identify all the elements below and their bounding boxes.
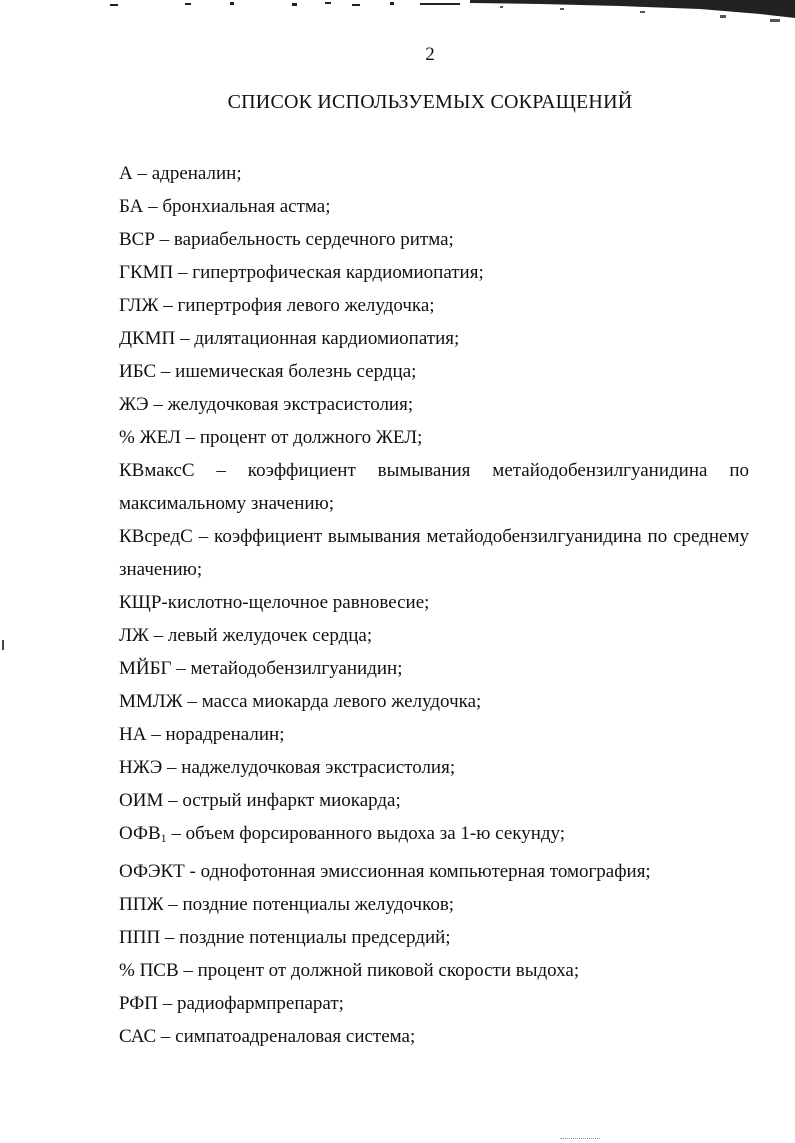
list-item: НЖЭ – наджелудочковая экстрасистолия;	[119, 757, 456, 778]
scan-artifact-top-edge	[0, 0, 795, 24]
list-item: % ЖЕЛ – процент от должного ЖЕЛ;	[119, 427, 423, 448]
scan-artifact-bottom	[560, 1138, 600, 1141]
list-item: ДКМП – дилятационная кардиомиопатия;	[119, 328, 460, 349]
abbreviation-list	[119, 157, 749, 1053]
list-item: ППЖ – поздние потенциалы желудочков;	[119, 894, 455, 915]
list-item: ВСР – вариабельность сердечного ритма;	[119, 229, 454, 250]
list-item: ГЛЖ – гипертрофия левого желудочка;	[119, 295, 435, 316]
list-item: САС – симпатоадреналовая система;	[119, 1026, 416, 1047]
list-item: ЛЖ – левый желудочек сердца;	[119, 625, 373, 646]
list-item: ИБС – ишемическая болезнь сердца;	[119, 361, 417, 382]
ofv-definition: – объем форсированного выдоха за 1-ю секунду;	[166, 823, 566, 844]
list-item: НА – норадреналин;	[119, 724, 285, 745]
page-number: 2	[425, 44, 435, 65]
list-item: КЩР-кислотно-щелочное равновесие;	[119, 592, 430, 613]
page-title: СПИСОК ИСПОЛЬЗУЕМЫХ СОКРАЩЕНИЙ	[227, 91, 633, 113]
list-item-ofv	[119, 817, 749, 855]
list-item: ОИМ – острый инфаркт миокарда;	[119, 790, 401, 811]
ofv-subscript: 1	[160, 831, 167, 845]
list-item: ММЛЖ – масса миокарда левого желудочка;	[119, 691, 482, 712]
list-item: % ПСВ – процент от должной пиковой скорости выдоха;	[119, 960, 580, 981]
list-item: ППП – поздние потенциалы предсердий;	[119, 927, 451, 948]
list-item: РФП – радиофармпрепарат;	[119, 993, 344, 1014]
list-item: А – адреналин;	[119, 163, 242, 184]
list-item: КВсредС – коэффициент вымывания метайодобензилгуанидина по среднему значению;	[119, 526, 749, 580]
list-item: БА – бронхиальная астма;	[119, 196, 331, 217]
list-item: ОФЭКТ - однофотонная эмиссионная компьютерная томография;	[119, 861, 651, 882]
list-item: ГКМП – гипертрофическая кардиомиопатия;	[119, 262, 484, 283]
list-item: МЙБГ – метайодобензилгуанидин;	[119, 658, 403, 679]
ofv-abbr: ОФВ	[119, 823, 161, 844]
scan-artifact-margin-mark	[2, 640, 4, 650]
list-item: КВмаксС – коэффициент вымывания метайодобензилгуанидина по максимальному значению;	[119, 460, 749, 514]
list-item: ЖЭ – желудочковая экстрасистолия;	[119, 394, 414, 415]
